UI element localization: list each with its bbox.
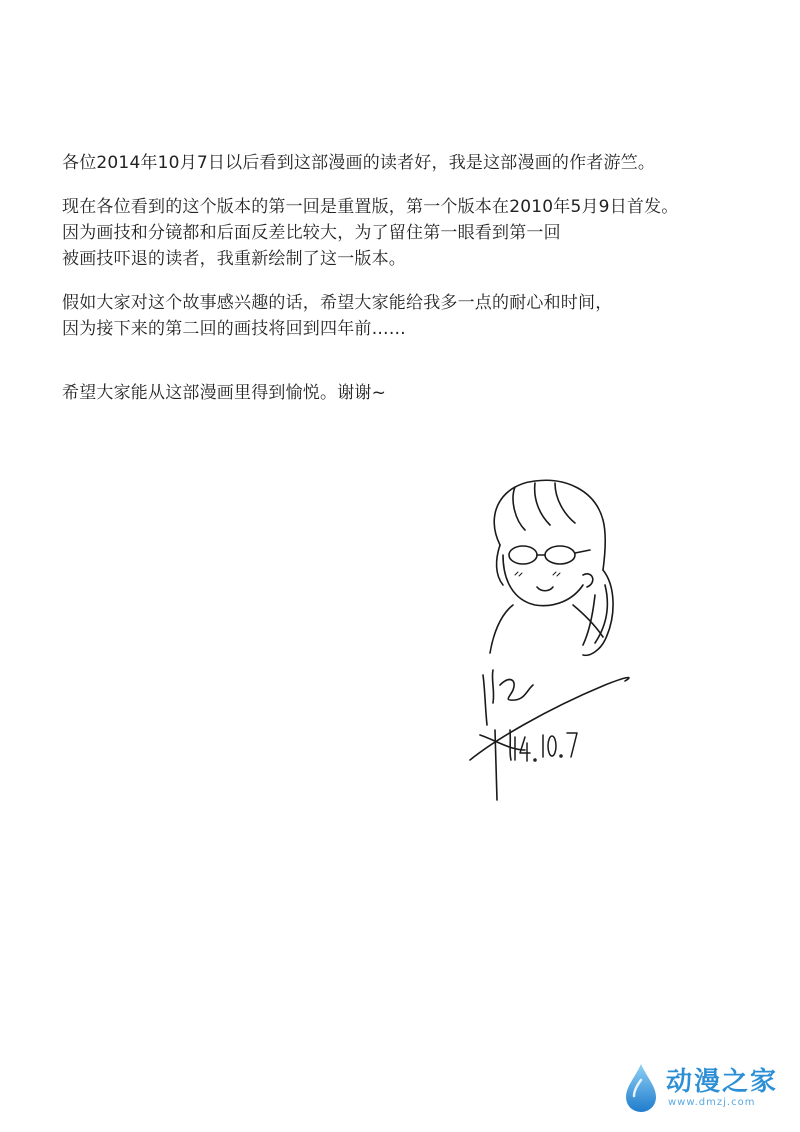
water-drop-icon bbox=[622, 1062, 660, 1114]
paragraph-spacer bbox=[62, 342, 762, 380]
message-line: 各位2014年10月7日以后看到这部漫画的读者好，我是这部漫画的作者游竺。 bbox=[62, 153, 656, 173]
cheek-blush bbox=[515, 572, 560, 576]
paragraph-spacer bbox=[62, 272, 762, 290]
glasses-left-lens bbox=[509, 546, 537, 564]
message-line: 因为接下来的第二回的画技将回到四年前…… bbox=[62, 319, 406, 339]
closing-line: 希望大家能从这部漫画里得到愉悦。谢谢~ bbox=[62, 383, 387, 403]
watermark-url: www.dmzj.com bbox=[667, 1097, 756, 1108]
message-line: 被画技吓退的读者，我重新绘制了这一版本。 bbox=[62, 249, 406, 269]
message-line: 现在各位看到的这个版本的第一回是重置版，第一个版本在2010年5月9日首发。 bbox=[62, 197, 679, 217]
site-watermark bbox=[622, 1058, 778, 1118]
ponytail bbox=[583, 570, 613, 655]
message-line: 因为画技和分镜都和后面反差比较大，为了留住第一眼看到第一回 bbox=[62, 223, 561, 243]
glasses-right-lens bbox=[545, 546, 575, 564]
hair-strand bbox=[497, 545, 503, 585]
ear bbox=[583, 574, 593, 587]
signature-scribble bbox=[483, 670, 533, 725]
hair-strand bbox=[535, 483, 550, 525]
author-message bbox=[62, 150, 762, 406]
mouth bbox=[537, 587, 553, 591]
message-line: 假如大家对这个故事感兴趣的话，希望大家能给我多一点的耐心和时间， bbox=[62, 293, 613, 313]
watermark-text bbox=[666, 1067, 778, 1109]
signature-stroke bbox=[510, 730, 511, 760]
watermark-brand: 动漫之家 bbox=[665, 1067, 778, 1097]
author-self-portrait bbox=[455, 475, 645, 805]
hair-strand bbox=[555, 483, 575, 523]
glasses-arm bbox=[575, 550, 590, 553]
hair-strand bbox=[513, 487, 525, 530]
paragraph-spacer bbox=[62, 176, 762, 194]
signature-date bbox=[515, 733, 577, 761]
shoulder-line bbox=[490, 605, 513, 653]
